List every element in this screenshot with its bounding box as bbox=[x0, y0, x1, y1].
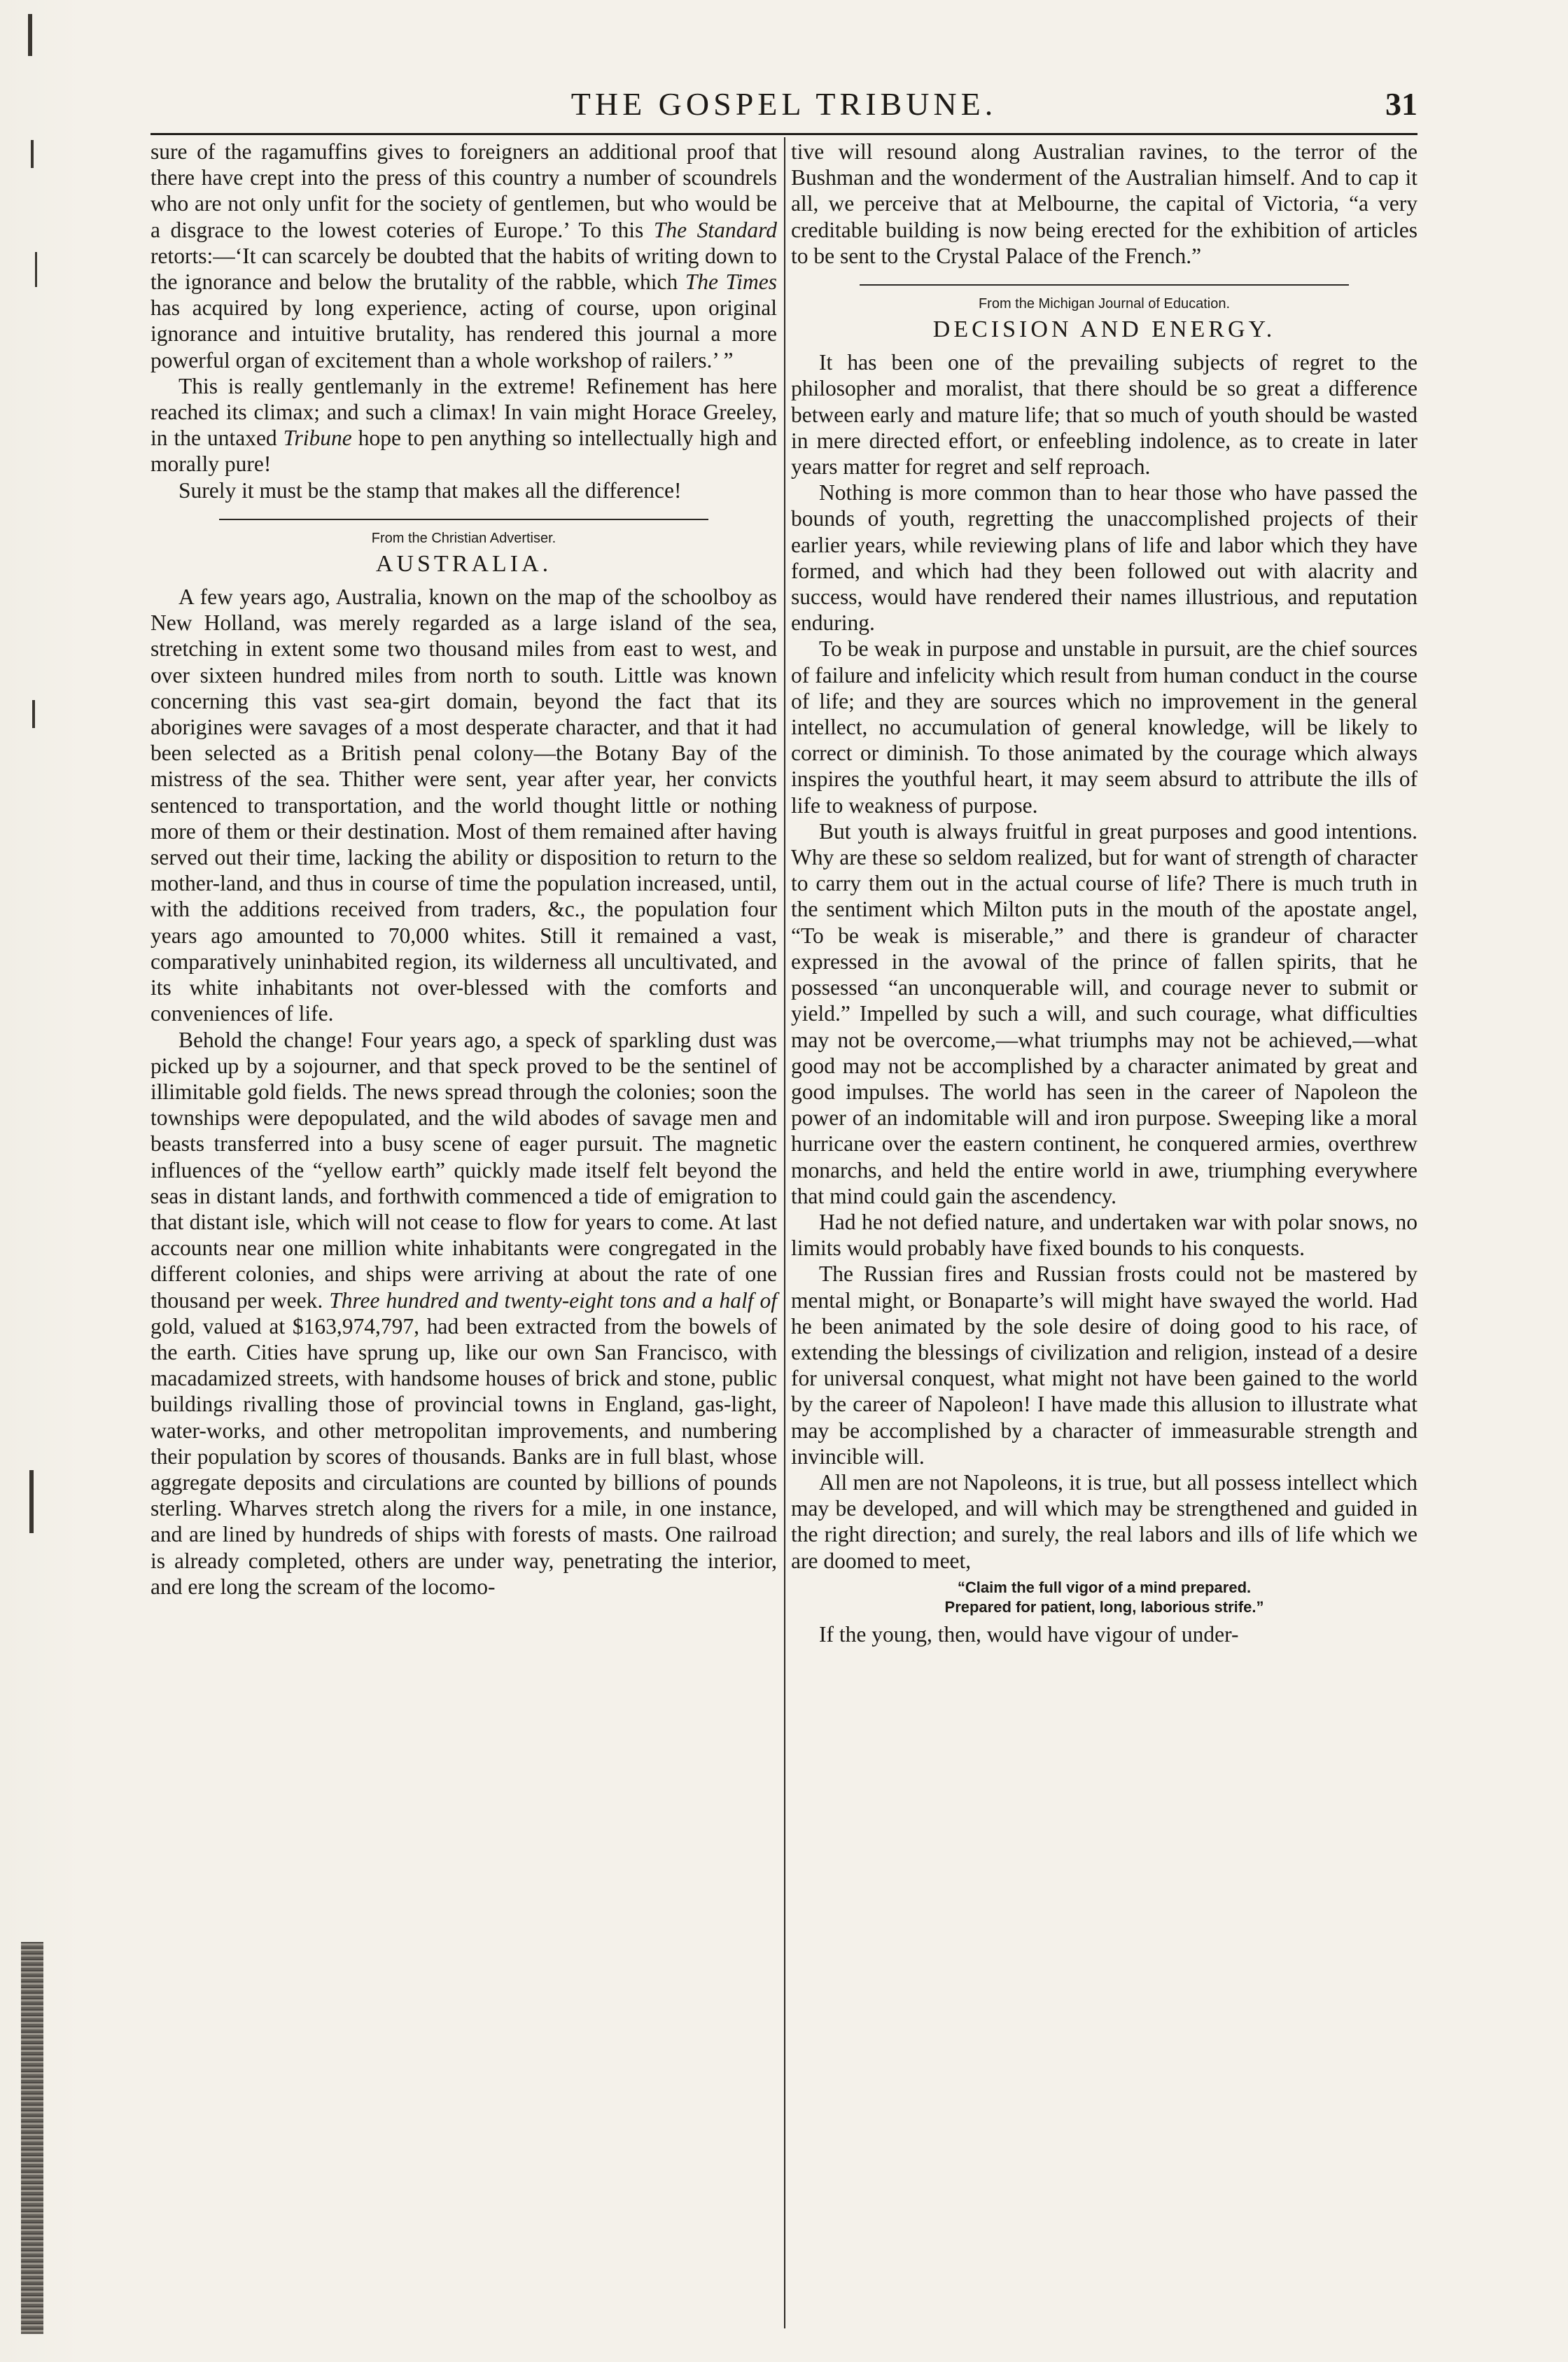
verse-line: Prepared for patient, long, laborious strife.” bbox=[944, 1598, 1264, 1616]
article-title: DECISION AND ENERGY. bbox=[932, 316, 1276, 343]
right-column bbox=[791, 139, 1418, 1647]
binding-mark bbox=[31, 140, 34, 168]
continued-paragraph: Surely it must be the stamp that makes all the difference! bbox=[178, 477, 682, 503]
article-paragraph: The Russian fires and Russian frosts could not be mastered by mental might, or Bonaparte’s will might have swayed the world. Had he been animated by the sole desire of doing good to his race, of extending the blessings of civilization and religion, instead of a desire for universal conquest, what might not have been gained to the world by the career of Napoleon! I have made this allusion to illustrate what may be accomplished by a character of immeasurable strength and invincible will. bbox=[791, 1262, 1418, 1469]
publication-name: The Times bbox=[685, 270, 777, 295]
running-title: THE GOSPEL TRIBUNE. bbox=[570, 86, 997, 122]
article-paragraph: If the young, then, would have vigour of under- bbox=[819, 1621, 1239, 1647]
article-separator bbox=[860, 284, 1348, 286]
article-paragraph: But youth is always fruitful in great purposes and good intentions. Why are these so seldom realized, but for want of strength of character to carry them out in the actual course of life? There is much truth in the sentiment which Milton puts in the mouth of the apostate angel, “To be weak is miserable,” and there is grandeur of character expressed in the avowal of the prince of fallen spirits, that he possessed “an unconquerable will, and courage never to submit or yield.” Impelled by such a will, and such courage, what difficulties may not be overcome,—what triumphs may not be achieved,—what good may not be accomplished by a character animated by great and good impulses. The world has seen in the career of Napoleon the power of an indomitable will and iron purpose. Sweeping like a moral hurricane over the eastern continent, he conquered armies, overthrew monarchs, and held the entire world in awe, triumphing everywhere that mind could gain the ascendency. bbox=[791, 818, 1418, 1208]
article-paragraph bbox=[150, 1027, 777, 1600]
publication-name: The Standard bbox=[653, 217, 777, 242]
article-title: AUSTRALIA. bbox=[375, 550, 552, 577]
text-span: gold, valued at $163,974,797, had been extracted from the bowels of the earth. Cities have sprung up, like our own San Francisco, with macadamized streets, with handsome houses of brick and stone, public buildings rivalling those of provincial towns in England, gas-light, water-works, and other metropolitan improvements, and numbering their population by scores of thousands. Banks are in full blast, whose aggregate deposits and circulations are counted by billions of pounds sterling. Wharves stretch along the rivers for a mile, in one instance, and are lined by hundreds of ships with forests of masts. One railroad is already completed, others are under way, penetrating the interior, and ere long the scream of the locomo- bbox=[150, 1313, 777, 1599]
text-span: This is really gentlemanly in the extreme! Refinement has here reached its climax; and such a climax! In vain might Horace Greeley, in the untaxed bbox=[150, 373, 777, 451]
binding-mark bbox=[28, 14, 32, 56]
verse-quote bbox=[791, 1578, 1418, 1617]
publication-name: Tribune bbox=[283, 426, 352, 451]
page-number: 31 bbox=[1385, 86, 1418, 122]
article-paragraph: Had he not defied nature, and undertaken war with polar snows, no limits would probably have fixed bounds to his conquests. bbox=[791, 1209, 1418, 1261]
article-paragraph: A few years ago, Australia, known on the map of the schoolboy as New Holland, was merely regarded as a large island of the sea, stretching in extent some two thousand miles from east to west, and over sixteen hundred miles from north to south. Little was known concerning this vast sea-girt domain, beyond the fact that its aborigines were savages of a most desperate character, and that it had been selected as a British penal colony—the Botany Bay of the mistress of the sea. Thither were sent, year after year, her convicts sentenced to transportation, and the world thought little or nothing more of them or their destination. Most of them remained after having served out their time, lacking the ability or disposition to return to the mother-land, and thus in course of time the population increased, until, with the additions received from traders, &c., the population four years ago amounted to 70,000 whites. Still it remained a vast, comparatively uninhabited region, its wilderness all uncultivated, and its white inhabitants not over-blessed with the comforts and conveniences of life. bbox=[150, 585, 777, 1026]
italic-text: Three hundred and twenty-eight tons and a half of bbox=[329, 1287, 777, 1313]
text-span: hope to pen anything so intellectually high and morally pure! bbox=[150, 426, 777, 477]
text-span: retorts:—‘It can scarcely be doubted that the habits of writing down to the ignorance and below the brutality of the rabble, which bbox=[150, 243, 777, 295]
binding-edge bbox=[21, 1942, 43, 2334]
text-span: Behold the change! Four years ago, a speck of sparkling dust was picked up by a sojourner, and that speck proved to be the sentinel of illimitable gold fields. The news spread through the colonies; soon the townships were depopulated, and the wild abodes of savage men and beasts transferred into a busy scene of eager pursuit. The magnetic influences of the “yellow earth” quickly made itself felt beyond the seas in distant lands, and forthwith commenced a tide of emigration to that distant isle, which will not cease to flow for years to come. At last accounts near one million white inhabitants were congregated in the different colonies, and ships were arriving at about the rate of one thousand per week. bbox=[150, 1027, 777, 1313]
article-source: From the Michigan Journal of Education. bbox=[978, 296, 1231, 312]
page-gutter bbox=[0, 0, 84, 2362]
article-paragraph: To be weak in purpose and unstable in pursuit, are the chief sources of failure and infelicity which result from human conduct in the course of life; and they are sources which no improvement in the general intellect, no accumulation of general knowledge, will be likely to correct or diminish. To those animated by the courage which always inspires the youthful heart, it may seem absurd to attribute the ills of life to weakness of purpose. bbox=[791, 636, 1418, 818]
binding-mark bbox=[29, 1470, 34, 1533]
article-paragraph: All men are not Napoleons, it is true, but all possess intellect which may be developed, and will which may be strengthened and guided in the right direction; and surely, the real labors and ills of life which we are doomed to meet, bbox=[791, 1469, 1418, 1573]
verse-line: “Claim the full vigor of a mind prepared. bbox=[957, 1578, 1252, 1596]
left-column bbox=[150, 139, 777, 1600]
page-header bbox=[150, 78, 1418, 129]
header-rule bbox=[150, 133, 1418, 135]
article-separator bbox=[219, 519, 708, 520]
article-paragraph: It has been one of the prevailing subjects of regret to the philosopher and moralist, that there should be so great a difference between early and mature life; that so much of youth should be wasted in mere directed effort, or enfeebling indolence, as to create in later years matter for regret and self reproach. bbox=[791, 350, 1418, 480]
column-divider bbox=[784, 137, 785, 2328]
continued-paragraph bbox=[150, 373, 777, 477]
article-source: From the Christian Advertiser. bbox=[371, 530, 556, 546]
article-paragraph: Nothing is more common than to hear those who have passed the bounds of youth, regretting the unaccomplished projects of their earlier years, while reviewing plans of life and labor which they have formed, and which had they been followed out with alacrity and success, would have rendered their names illustrious, and reputation enduring. bbox=[791, 480, 1418, 636]
continued-paragraph: tive will resound along Australian ravines, to the terror of the Bushman and the wonderment of the Australian himself. And to cap it all, we perceive that at Melbourne, the capital of Victoria, “a very creditable building is now being erected for the exhibition of articles to be sent to the Crystal Palace of the French.” bbox=[791, 139, 1418, 268]
text-span: sure of the ragamuffins gives to foreigners an additional proof that there have crept into the press of this country a number of scoundrels who are not only unfit for the society of gentlemen, but who would be a disgrace to the lowest coteries of Europe.’ To this bbox=[150, 139, 777, 242]
continued-paragraph bbox=[150, 139, 777, 373]
text-span: has acquired by long experience, acting of course, upon original ignorance and intuitive brutality, has rendered this journal a more powerful organ of excitement than a whole workshop of railers.’ ” bbox=[150, 295, 777, 372]
binding-mark bbox=[35, 252, 37, 287]
binding-mark bbox=[32, 700, 35, 728]
